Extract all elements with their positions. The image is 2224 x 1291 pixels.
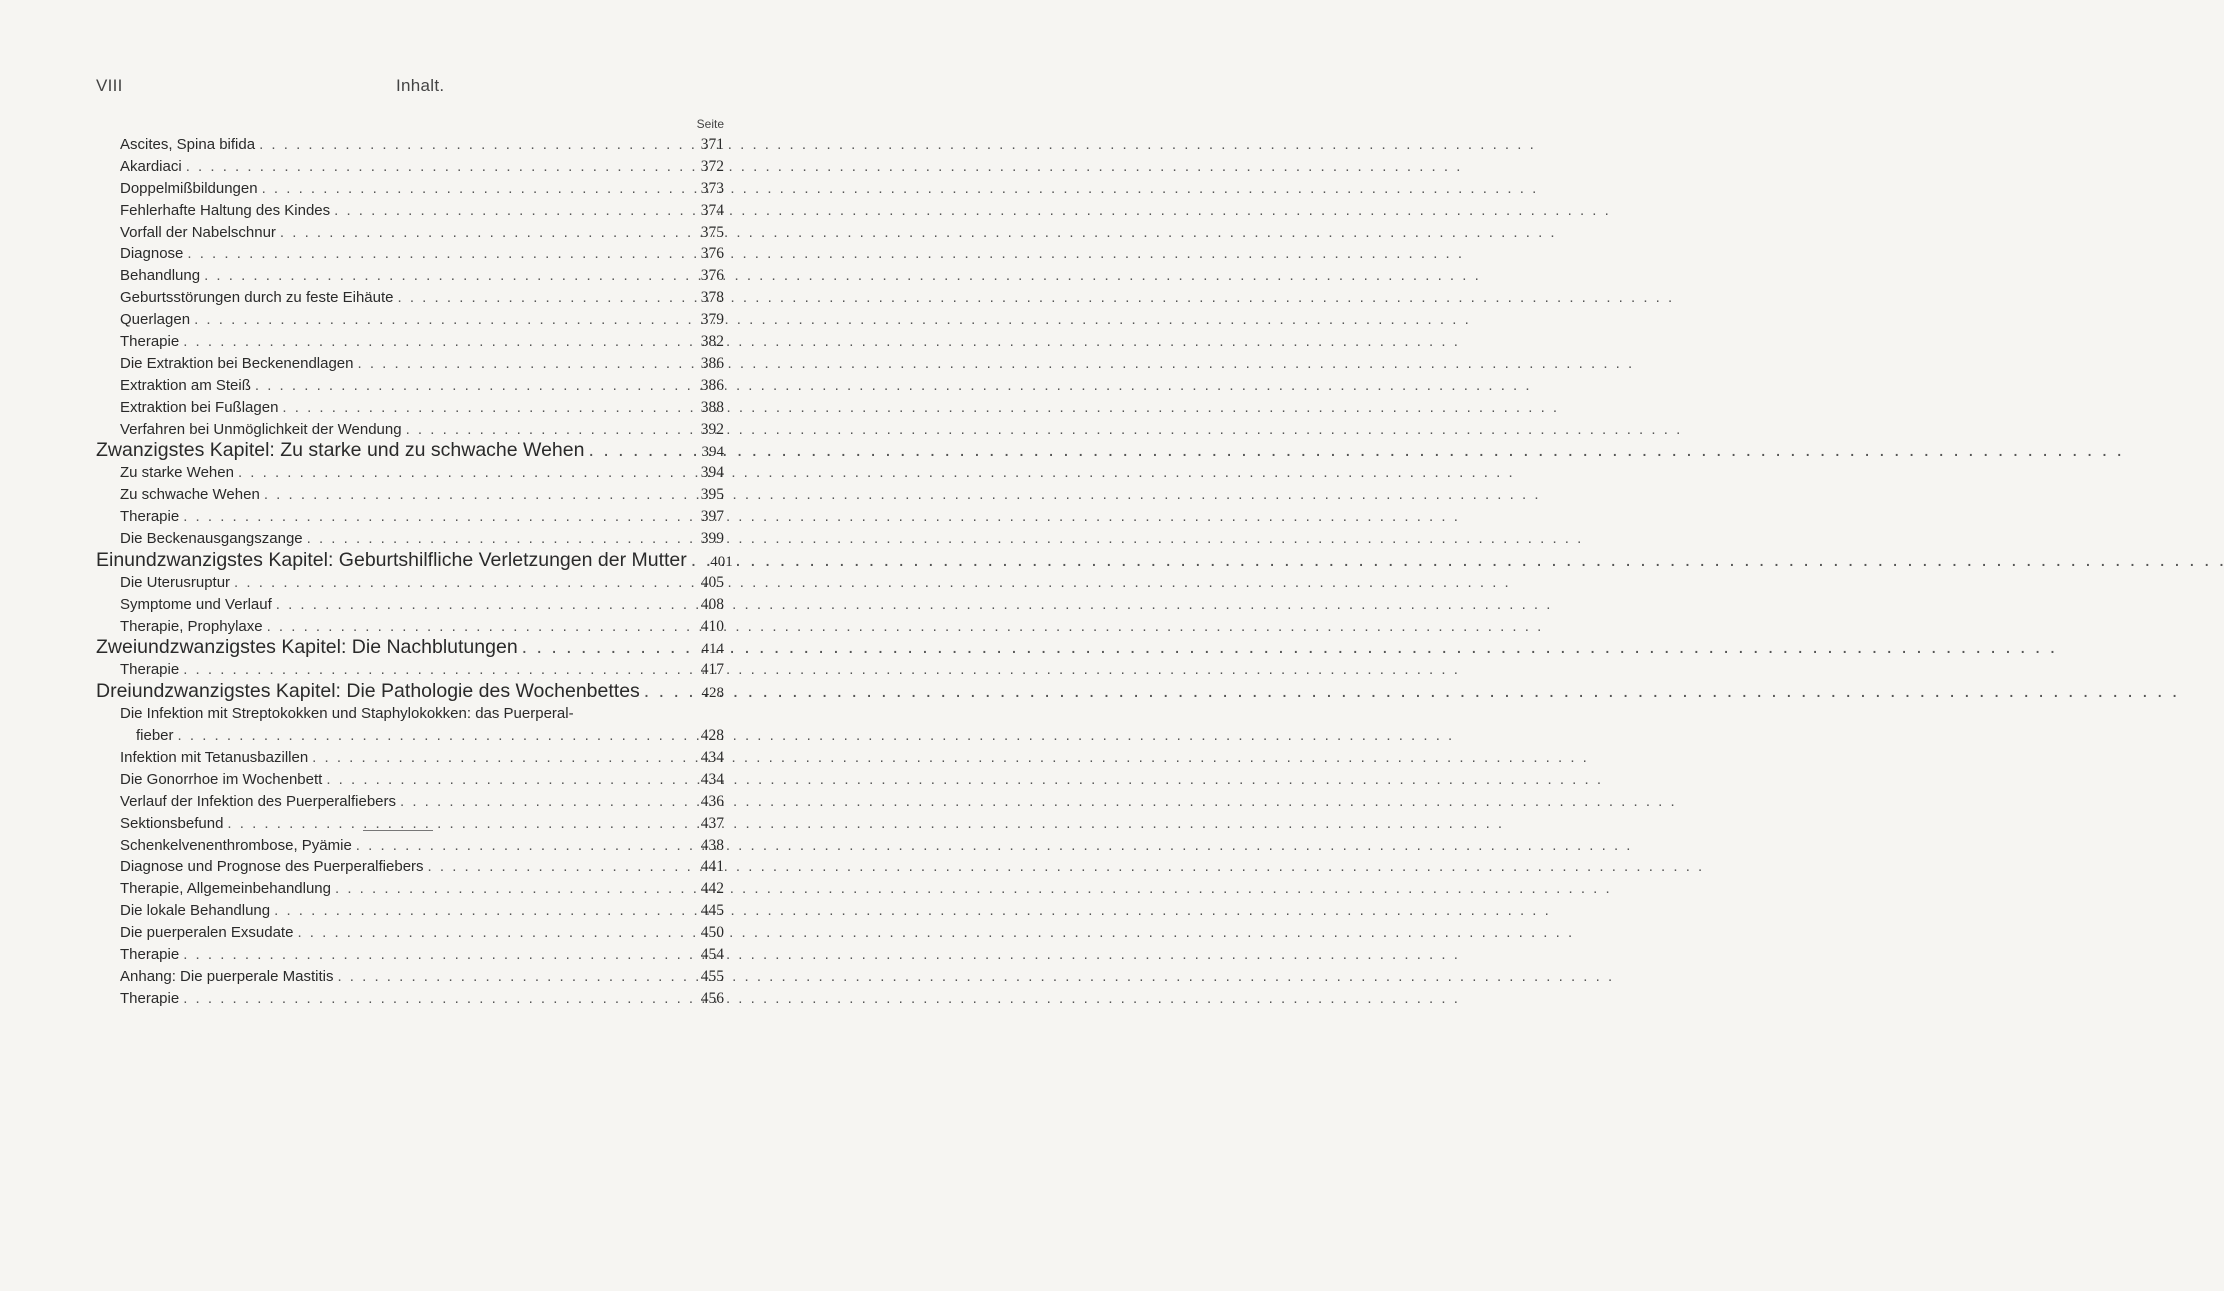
toc-dot-leader (282, 397, 692, 419)
toc-entry (120, 309, 724, 331)
toc-dot-leader (307, 528, 692, 550)
toc-page-number: 441 (700, 858, 724, 876)
toc-page-number: 388 (700, 398, 724, 416)
toc-entry-label: Behandlung (120, 267, 201, 285)
toc-dot-leader (183, 659, 692, 681)
toc-dot-leader (183, 331, 692, 353)
toc-page-number: 456 (700, 989, 724, 1007)
toc-entry-label: Therapie, Allgemeinbehandlung (120, 880, 331, 898)
toc-page-number: 378 (700, 289, 724, 307)
toc-dot-leader (227, 813, 692, 835)
toc-entry (120, 178, 724, 200)
toc-entry (120, 878, 724, 900)
toc-entry-label: Infektion mit Tetanusbazillen (120, 748, 309, 766)
toc-entry (120, 944, 724, 966)
toc-entry-label: Extraktion am Steiß (120, 376, 251, 394)
toc-page-number: 454 (700, 945, 724, 963)
toc-entry (120, 769, 724, 791)
table-of-contents (96, 134, 733, 1010)
toc-entry-label: Geburtsstörungen durch zu feste Eihäute (120, 289, 394, 307)
toc-dot-leader (186, 156, 692, 178)
toc-dot-leader (357, 353, 692, 375)
toc-page-number: 399 (700, 530, 724, 548)
toc-dot-leader (406, 419, 692, 441)
toc-page-number: 374 (700, 201, 724, 219)
toc-entry-label: Vorfall der Nabelschnur (120, 223, 276, 241)
toc-entry (120, 835, 724, 857)
toc-page-number: 392 (700, 420, 724, 438)
toc-page-number: 401 (710, 553, 733, 570)
toc-entry (120, 791, 724, 813)
toc-entry (120, 156, 724, 178)
toc-dot-leader (204, 265, 692, 287)
toc-entry-label: Therapie (120, 333, 180, 351)
toc-entry (120, 659, 724, 681)
toc-entry (120, 528, 724, 550)
toc-entry-label: Therapie, Prophylaxe (120, 617, 263, 635)
toc-dot-leader (588, 440, 692, 462)
toc-entry-label: Sektionsbefund (120, 814, 224, 832)
toc-page-number: 450 (700, 924, 724, 942)
toc-page-number: 410 (700, 617, 724, 635)
footer-rule (363, 830, 433, 831)
toc-dot-leader (178, 725, 692, 747)
toc-entry (120, 484, 724, 506)
toc-entry (120, 265, 724, 287)
toc-entry (120, 134, 724, 156)
toc-entry (120, 462, 724, 484)
toc-entry (120, 616, 724, 638)
toc-dot-leader (326, 769, 692, 791)
toc-entry (120, 222, 724, 244)
toc-entry (120, 506, 724, 528)
toc-page-number: 395 (700, 486, 724, 504)
toc-page-number: 382 (700, 333, 724, 351)
toc-entry-label: Fehlerhafte Haltung des Kindes (120, 201, 331, 219)
toc-chapter-entry (96, 548, 733, 572)
toc-dot-leader (337, 966, 692, 988)
toc-dot-leader (400, 791, 692, 813)
toc-page-number: 445 (700, 902, 724, 920)
toc-entry (120, 331, 724, 353)
toc-entry-label: Ascites, Spina bifida (120, 136, 256, 153)
toc-page-number: 405 (700, 573, 724, 591)
toc-page-number: 379 (700, 311, 724, 329)
toc-page-number: 386 (700, 376, 724, 394)
toc-page-number: 397 (700, 508, 724, 526)
toc-dot-leader (267, 616, 692, 638)
toc-dot-leader (234, 572, 692, 594)
toc-dot-leader (274, 900, 692, 922)
toc-page-number: 434 (700, 748, 724, 766)
toc-dot-leader (280, 222, 692, 244)
running-title: Inhalt. (396, 76, 445, 95)
toc-chapter-entry (96, 440, 724, 462)
toc-dot-leader (194, 309, 692, 331)
toc-entry (120, 747, 724, 769)
page-number: VIII (96, 76, 123, 95)
toc-entry-label: Die puerperalen Exsudate (120, 924, 294, 942)
toc-entry-label: Zweiundzwanzigstes Kapitel: Die Nachblutungen (96, 636, 518, 659)
toc-dot-leader (356, 835, 692, 857)
toc-entry-label: Die lokale Behandlung (120, 902, 271, 920)
toc-entry-label: Die Uterusruptur (120, 573, 231, 591)
toc-page-number: 376 (700, 245, 724, 263)
toc-page-number: 376 (700, 267, 724, 285)
toc-entry (120, 353, 724, 375)
book-page (0, 0, 800, 1291)
toc-entry (120, 375, 724, 397)
toc-entry (120, 922, 724, 944)
toc-page-number: 455 (700, 967, 724, 985)
toc-dot-leader (644, 681, 692, 703)
toc-entry-label: Anhang: Die puerperale Mastitis (120, 967, 334, 985)
toc-entry-label: Die Infektion mit Streptokokken und Staphylokokken: das Puerperal- (120, 705, 574, 723)
toc-page-number: 394 (700, 464, 724, 482)
toc-entry-label: Akardiaci (120, 157, 182, 175)
toc-page-number: 437 (700, 814, 724, 832)
toc-entry-label: Therapie (120, 508, 180, 526)
toc-dot-leader (187, 243, 692, 265)
toc-page-number: 428 (700, 727, 724, 745)
toc-entry-label: Symptome und Verlauf (120, 595, 272, 613)
toc-page-number: 408 (700, 595, 724, 613)
toc-dot-leader (428, 856, 692, 878)
toc-entry (120, 813, 724, 835)
toc-entry-label: Dreiundzwanzigstes Kapitel: Die Pathologie des Wochenbettes (96, 680, 640, 703)
toc-dot-leader (262, 178, 692, 200)
toc-dot-leader (183, 506, 692, 528)
toc-entry-label: Zwanzigstes Kapitel: Zu starke und zu schwache Wehen (96, 439, 585, 462)
toc-entry (120, 988, 724, 1010)
toc-dot-leader (334, 200, 692, 222)
toc-dot-leader (183, 944, 692, 966)
toc-dot-leader (259, 134, 692, 156)
toc-page-number: 417 (700, 661, 724, 679)
toc-entry (120, 966, 724, 988)
toc-entry (120, 419, 724, 441)
toc-page-number: 442 (700, 880, 724, 898)
toc-page-number: 436 (700, 792, 724, 810)
toc-page-number: 428 (701, 685, 724, 702)
toc-page-number: 394 (701, 444, 724, 461)
toc-entry-label: Therapie (120, 989, 180, 1007)
toc-entry (120, 703, 724, 725)
toc-entry-label: Die Gonorrhoe im Wochenbett (120, 770, 323, 788)
toc-entry-label: Die Beckenausgangszange (120, 530, 303, 548)
toc-entry-label: Die Extraktion bei Beckenendlagen (120, 354, 354, 372)
toc-entry-label: Extraktion bei Fußlagen (120, 398, 279, 416)
toc-dot-leader (255, 375, 692, 397)
toc-entry-label: Verfahren bei Unmöglichkeit der Wendung (120, 420, 402, 438)
toc-entry (120, 725, 724, 747)
toc-entry (120, 594, 724, 616)
toc-dot-leader (522, 637, 692, 659)
page-column-label: Seite (696, 117, 724, 131)
toc-entry (120, 856, 724, 878)
toc-entry-label: Zu schwache Wehen (120, 486, 260, 504)
toc-entry (120, 200, 724, 222)
toc-entry-label: fieber (136, 727, 174, 745)
toc-entry-label: Diagnose und Prognose des Puerperalfiebers (120, 858, 424, 876)
toc-entry-label: Doppelmißbildungen (120, 179, 258, 197)
toc-entry-label: Einundzwanzigstes Kapitel: Geburtshilfliche Verletzungen der Mutter (96, 548, 687, 571)
toc-entry-label: Therapie (120, 945, 180, 963)
toc-dot-leader (183, 988, 692, 1010)
toc-entry (120, 572, 724, 594)
toc-dot-leader (335, 878, 692, 900)
toc-dot-leader (398, 287, 692, 309)
toc-page-number: 373 (700, 179, 724, 197)
toc-dot-leader (238, 462, 692, 484)
toc-entry-label: Zu starke Wehen (120, 464, 234, 482)
toc-dot-leader (297, 922, 692, 944)
toc-entry-label: Querlagen (120, 311, 191, 329)
toc-dot-leader (312, 747, 692, 769)
toc-entry-label: Verlauf der Infektion des Puerperalfiebers (120, 792, 396, 810)
toc-page-number: 414 (701, 641, 724, 658)
toc-page-number: 371 (700, 136, 724, 153)
toc-dot-leader (276, 594, 692, 616)
toc-dot-leader (264, 484, 692, 506)
toc-page-number: 372 (700, 157, 724, 175)
toc-page-number: 386 (700, 354, 724, 372)
toc-page-number: 375 (700, 223, 724, 241)
toc-dot-leader (691, 550, 701, 572)
toc-entry (120, 243, 724, 265)
toc-entry-label: Diagnose (120, 245, 184, 263)
toc-chapter-entry (96, 681, 724, 703)
toc-chapter-entry (96, 637, 724, 659)
toc-entry (120, 287, 724, 309)
toc-entry (120, 900, 724, 922)
toc-entry (120, 397, 724, 419)
toc-entry-label: Schenkelvenenthrombose, Pyämie (120, 836, 352, 854)
toc-page-number: 438 (700, 836, 724, 854)
toc-page-number: 434 (700, 770, 724, 788)
toc-entry-label: Therapie (120, 661, 180, 679)
